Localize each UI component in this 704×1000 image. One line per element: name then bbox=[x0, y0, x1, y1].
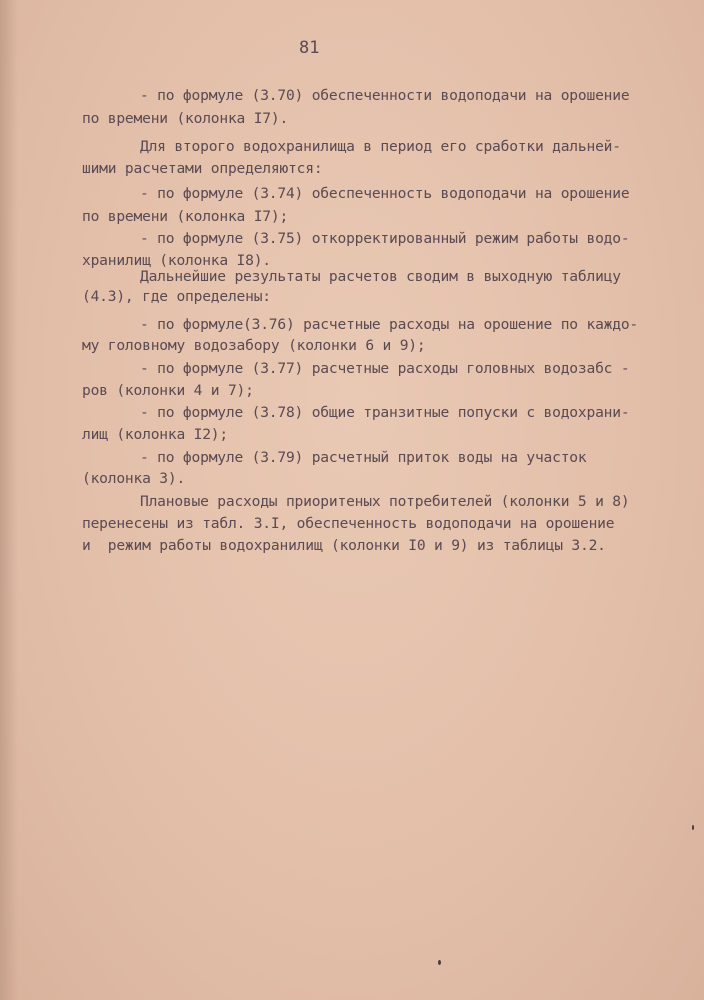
text-line: - по формуле (3.75) откорректированный режим работы водо- bbox=[140, 230, 630, 247]
page-number: 81 bbox=[299, 38, 320, 58]
text-line: - по формуле (3.70) обеспеченности водоподачи на орошение bbox=[140, 87, 630, 104]
text-line: по времени (колонка I7). bbox=[82, 110, 289, 127]
paper-speck bbox=[438, 960, 441, 965]
text-line: ров (колонки 4 и 7); bbox=[82, 382, 254, 399]
text-line: лищ (колонка I2); bbox=[82, 426, 228, 443]
text-line: Дальнейшие результаты расчетов сводим в выходную таблицу bbox=[140, 268, 621, 285]
text-line: перенесены из табл. 3.I, обеспеченность водоподачи на орошение bbox=[82, 515, 615, 532]
text-line: Плановые расходы приоритеных потребителей (колонки 5 и 8) bbox=[140, 493, 630, 510]
text-line: му головному водозабору (колонки 6 и 9); bbox=[82, 337, 426, 354]
text-line: шими расчетами определяются: bbox=[82, 160, 323, 177]
text-line: (4.3), где определены: bbox=[82, 288, 271, 305]
text-line: - по формуле (3.78) общие транзитные попуски с водохрани- bbox=[140, 404, 630, 421]
text-line: хранилищ (колонка I8). bbox=[82, 252, 271, 269]
text-line: по времени (колонка I7); bbox=[82, 208, 289, 225]
text-line: (колонка 3). bbox=[82, 470, 186, 487]
text-line: и режим работы водохранилищ (колонки I0 и 9) из таблицы 3.2. bbox=[82, 537, 606, 554]
text-line: - по формуле(3.76) расчетные расходы на орошение по каждо- bbox=[140, 316, 638, 333]
text-line: - по формуле (3.77) расчетные расходы головных водозабс - bbox=[140, 360, 630, 377]
page-edge-shadow bbox=[0, 0, 18, 1000]
text-line: - по формуле (3.79) расчетный приток воды на участок bbox=[140, 449, 587, 466]
text-line: Для второго водохранилища в период его сработки дальней- bbox=[140, 138, 621, 155]
paper-speck bbox=[692, 825, 694, 830]
text-line: - по формуле (3.74) обеспеченность водоподачи на орошение bbox=[140, 185, 630, 202]
